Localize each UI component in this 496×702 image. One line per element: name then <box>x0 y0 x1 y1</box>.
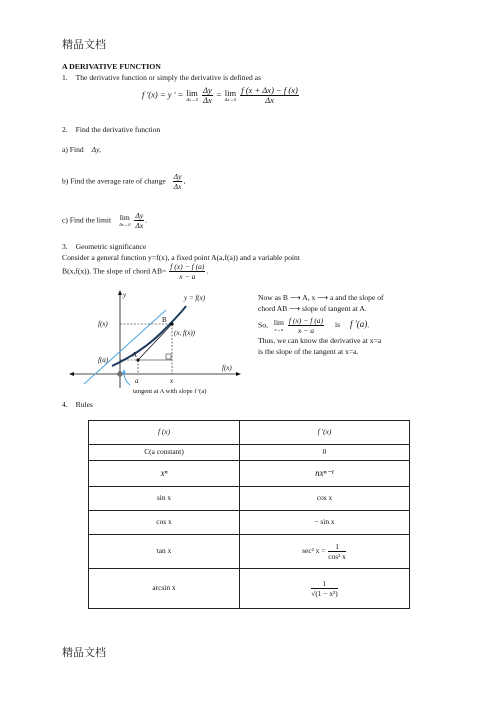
section-4-number: 4. <box>62 400 68 409</box>
part-b-text: b) Find the average rate of change <box>62 176 166 186</box>
chord-AB <box>138 324 172 360</box>
table-cell-d <box>240 535 410 569</box>
table-cell-f: sin x <box>89 487 240 511</box>
label-A: A <box>132 351 138 359</box>
section-2-text: Find the derivative function <box>75 125 161 134</box>
side-limit: lim x→a <box>273 318 284 332</box>
tangent-pointer-arrowhead <box>122 369 126 374</box>
part-c-limit: lim Δx→0 <box>119 213 131 227</box>
table-cell-d: − sin x <box>240 511 410 535</box>
tan-derivative-prefix: sec² x = <box>302 546 326 556</box>
geo-line-2 <box>62 262 208 281</box>
derivative-definition <box>142 86 300 105</box>
table-cell-d: 0 <box>240 445 410 461</box>
label-fa: f(a) <box>98 356 109 364</box>
side-limit-row <box>258 316 440 335</box>
side-is: is <box>335 320 341 330</box>
part-a <box>62 145 101 156</box>
geometric-explanation <box>258 292 440 357</box>
tan-derivative-fraction: $\frac{1}{\text{cos² x}}$ <box>328 542 346 561</box>
watermark-top: 精品文档 <box>62 38 106 51</box>
def-lhs: f '(x) = y ' = <box>142 89 184 100</box>
table-cell-d: nxⁿ⁻¹ <box>240 461 410 487</box>
table-header-row <box>89 421 410 445</box>
part-c-text: c) Find the limit <box>62 215 112 225</box>
part-c-tail: . <box>145 215 148 225</box>
point-B <box>170 322 173 325</box>
geo-line-2-text: B(x,f(x)). The slope of chord AB= <box>62 266 167 276</box>
side-line-4: Thus, we can know the derivative at x=a <box>258 336 382 345</box>
side-so: So, <box>258 320 268 330</box>
table-row <box>89 461 410 487</box>
part-c <box>62 211 147 230</box>
side-line-1: Now as B ⟶ A, x ⟶ a and the slope of <box>258 293 384 302</box>
label-tangent: tangent at A with slope f '(a) <box>133 388 207 395</box>
side-line-5: is the slope of the tangent at x=a. <box>258 347 359 356</box>
geo-line-1: Consider a general function y=f(x), a fixed point A(a,f(a)) and a variable point <box>62 253 300 262</box>
def-fraction-2: $\frac{f (x + \Delta x) - f (x)}{\Delta x}$ <box>241 85 298 105</box>
x-axis-arrow <box>236 372 241 376</box>
table-cell-f: tan x <box>89 535 240 569</box>
section-3-text: Geometric significance <box>75 242 147 251</box>
chord-slope-fraction: $\frac{f (x) - f (a)}{x - a}$ <box>170 262 205 281</box>
part-b-tail: , <box>183 176 186 186</box>
table-cell-f: C(a constant) <box>89 445 240 461</box>
side-fraction: $\frac{f (x) - f (a)}{x - a}$ <box>288 316 324 335</box>
label-fx: f(x) <box>98 320 108 328</box>
side-dot: . <box>367 320 370 330</box>
part-a-math: Δy, <box>91 145 101 154</box>
label-x: x <box>170 377 174 385</box>
def-limit: lim Δx→0 <box>186 88 198 102</box>
table-cell-d: cos x <box>240 487 410 511</box>
table-header-fprime: f ′(x) <box>240 421 410 445</box>
rules-table <box>88 420 410 609</box>
x-axis-left-arrow <box>69 372 74 376</box>
table-row <box>89 487 410 511</box>
heading: A DERIVATIVE FUNCTION <box>62 62 161 71</box>
section-2-number: 2. <box>62 125 68 134</box>
section-1-number: 1. <box>62 73 68 82</box>
table-row <box>89 445 410 461</box>
table-cell-f: cos x <box>89 511 240 535</box>
table-row <box>89 569 410 609</box>
label-y-axis: y <box>123 291 127 299</box>
section-4 <box>62 400 93 411</box>
table-row <box>89 511 410 535</box>
geo-line-2-tail: . <box>206 266 209 276</box>
side-line-2: chord AB ⟶ slope of tangent at A. <box>258 304 367 313</box>
section-1 <box>62 73 261 84</box>
side-value: f ′(a) <box>350 319 368 330</box>
part-b-fraction: $\frac{\Delta y}{\Delta x}$ <box>173 172 182 191</box>
arcsin-derivative-fraction: $\frac{1}{\text{√(1 − x²)}}$ <box>311 579 338 598</box>
label-x-axis: f(x) <box>222 364 232 372</box>
label-B-point: (x, f(x)) <box>174 329 195 337</box>
part-c-fraction: $\frac{\Delta y}{\Delta x}$ <box>135 211 144 230</box>
y-axis-arrow <box>118 290 122 295</box>
section-1-text: The derivative function or simply the derivative is defined as <box>75 73 261 82</box>
table-cell-f: arcsin x <box>89 569 240 609</box>
def-fraction-1: $\frac{\Delta y}{\Delta x}$ <box>202 85 212 105</box>
table-row <box>89 535 410 569</box>
right-angle-marker <box>166 354 171 359</box>
watermark-bottom: 精品文档 <box>62 646 106 659</box>
label-a: a <box>135 377 139 385</box>
part-a-text: a) Find <box>62 145 84 154</box>
section-2 <box>62 125 160 136</box>
table-cell-d <box>240 569 410 609</box>
section-4-text: Rules <box>75 400 93 409</box>
table-cell-f: xⁿ <box>89 461 240 487</box>
section-3 <box>62 242 146 253</box>
label-curve: y = f(x) <box>184 294 206 302</box>
def-equals: = <box>215 89 222 100</box>
label-B: B <box>162 316 167 324</box>
section-3-number: 3. <box>62 242 68 251</box>
def-limit-2: lim Δx→0 <box>224 88 237 102</box>
derivative-graph <box>62 288 242 396</box>
part-b <box>62 172 185 191</box>
table-header-f: f (x) <box>89 421 240 445</box>
